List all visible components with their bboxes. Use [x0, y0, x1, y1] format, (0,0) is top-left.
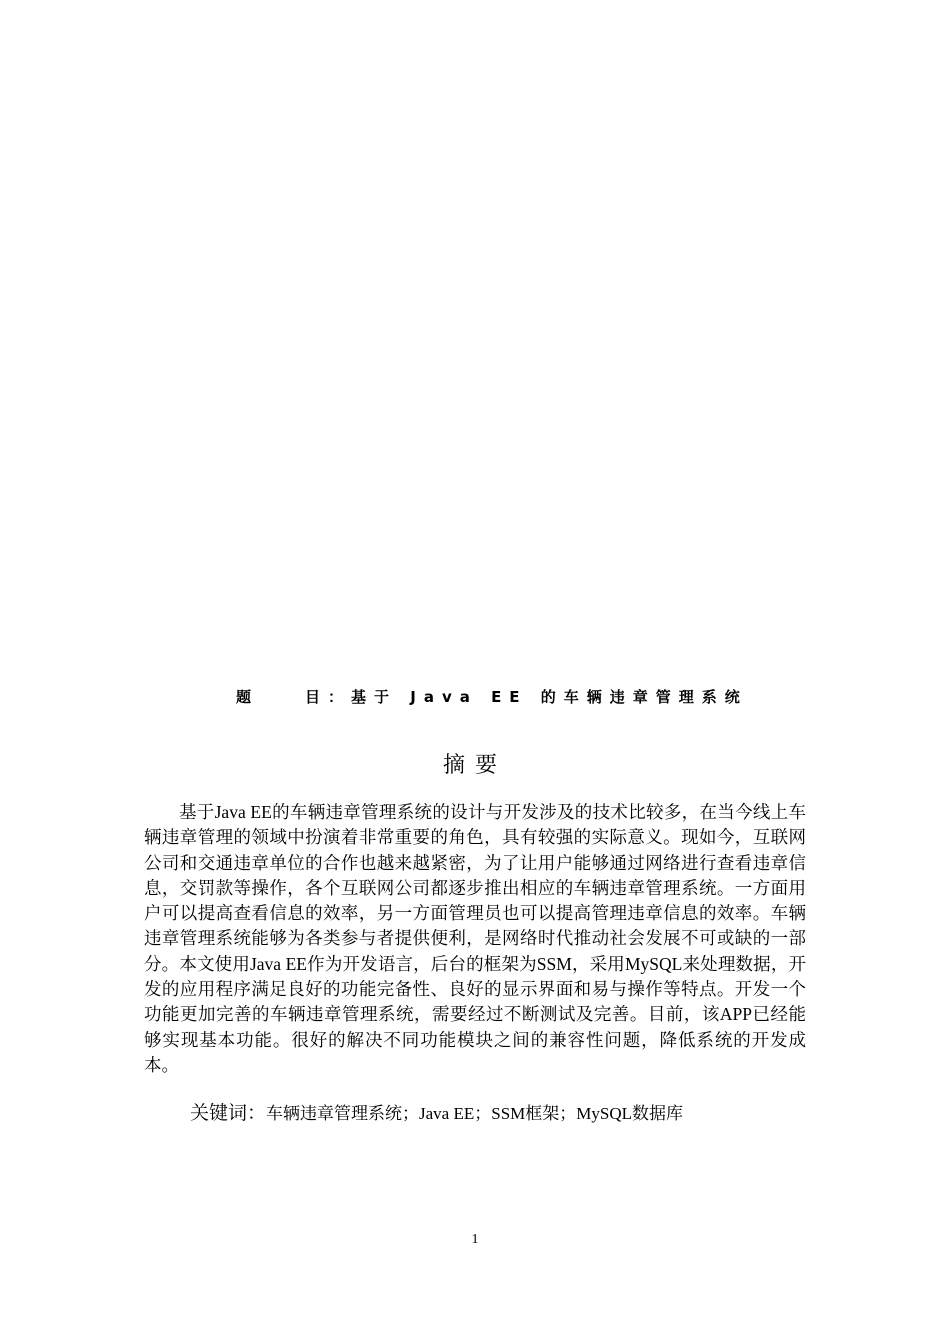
thesis-title: [236, 686, 796, 707]
keywords-line: [190, 1098, 830, 1125]
abstract-heading: 摘要: [442, 753, 507, 778]
page-number: 1: [471, 1232, 479, 1247]
thesis-title-label: 题 目：: [236, 688, 352, 706]
keywords-text: 车辆违章管理系统；Java EE；SSM框架；MySQL数据库: [266, 1104, 683, 1123]
abstract-body: 基于Java EE的车辆违章管理系统的设计与开发涉及的技术比较多，在当今线上车辆违章管理的领域中扮演着非常重要的角色，具有较强的实际意义。现如今，互联网公司和交通违章单位的合作也越来越紧密，为了让用户能够通过网络进行查看违章信息，交罚款等操作，各个互联网公司都逐步推出相应的车辆违章管理系统。一方面用户可以提高查看信息的效率，另一方面管理员也可以提高管理违章信息的效率。车辆违章管理系统能够为各类参与者提供便利，是网络时代推动社会发展不可或缺的一部分。本文使用Java EE作为开发语言，后台的框架为SSM，采用MySQL来处理数据，开发的应用程序满足良好的功能完备性、良好的显示界面和易与操作等特点。开发一个功能更加完善的车辆违章管理系统，需要经过不断测试及完善。目前，该APP已经能够实现基本功能。很好的解决不同功能模块之间的兼容性问题，降低系统的开发成本。: [144, 802, 806, 1075]
thesis-title-text: 基于 Java EE 的车辆违章管理系统: [351, 688, 748, 706]
keywords-label: 关键词：: [190, 1102, 267, 1124]
